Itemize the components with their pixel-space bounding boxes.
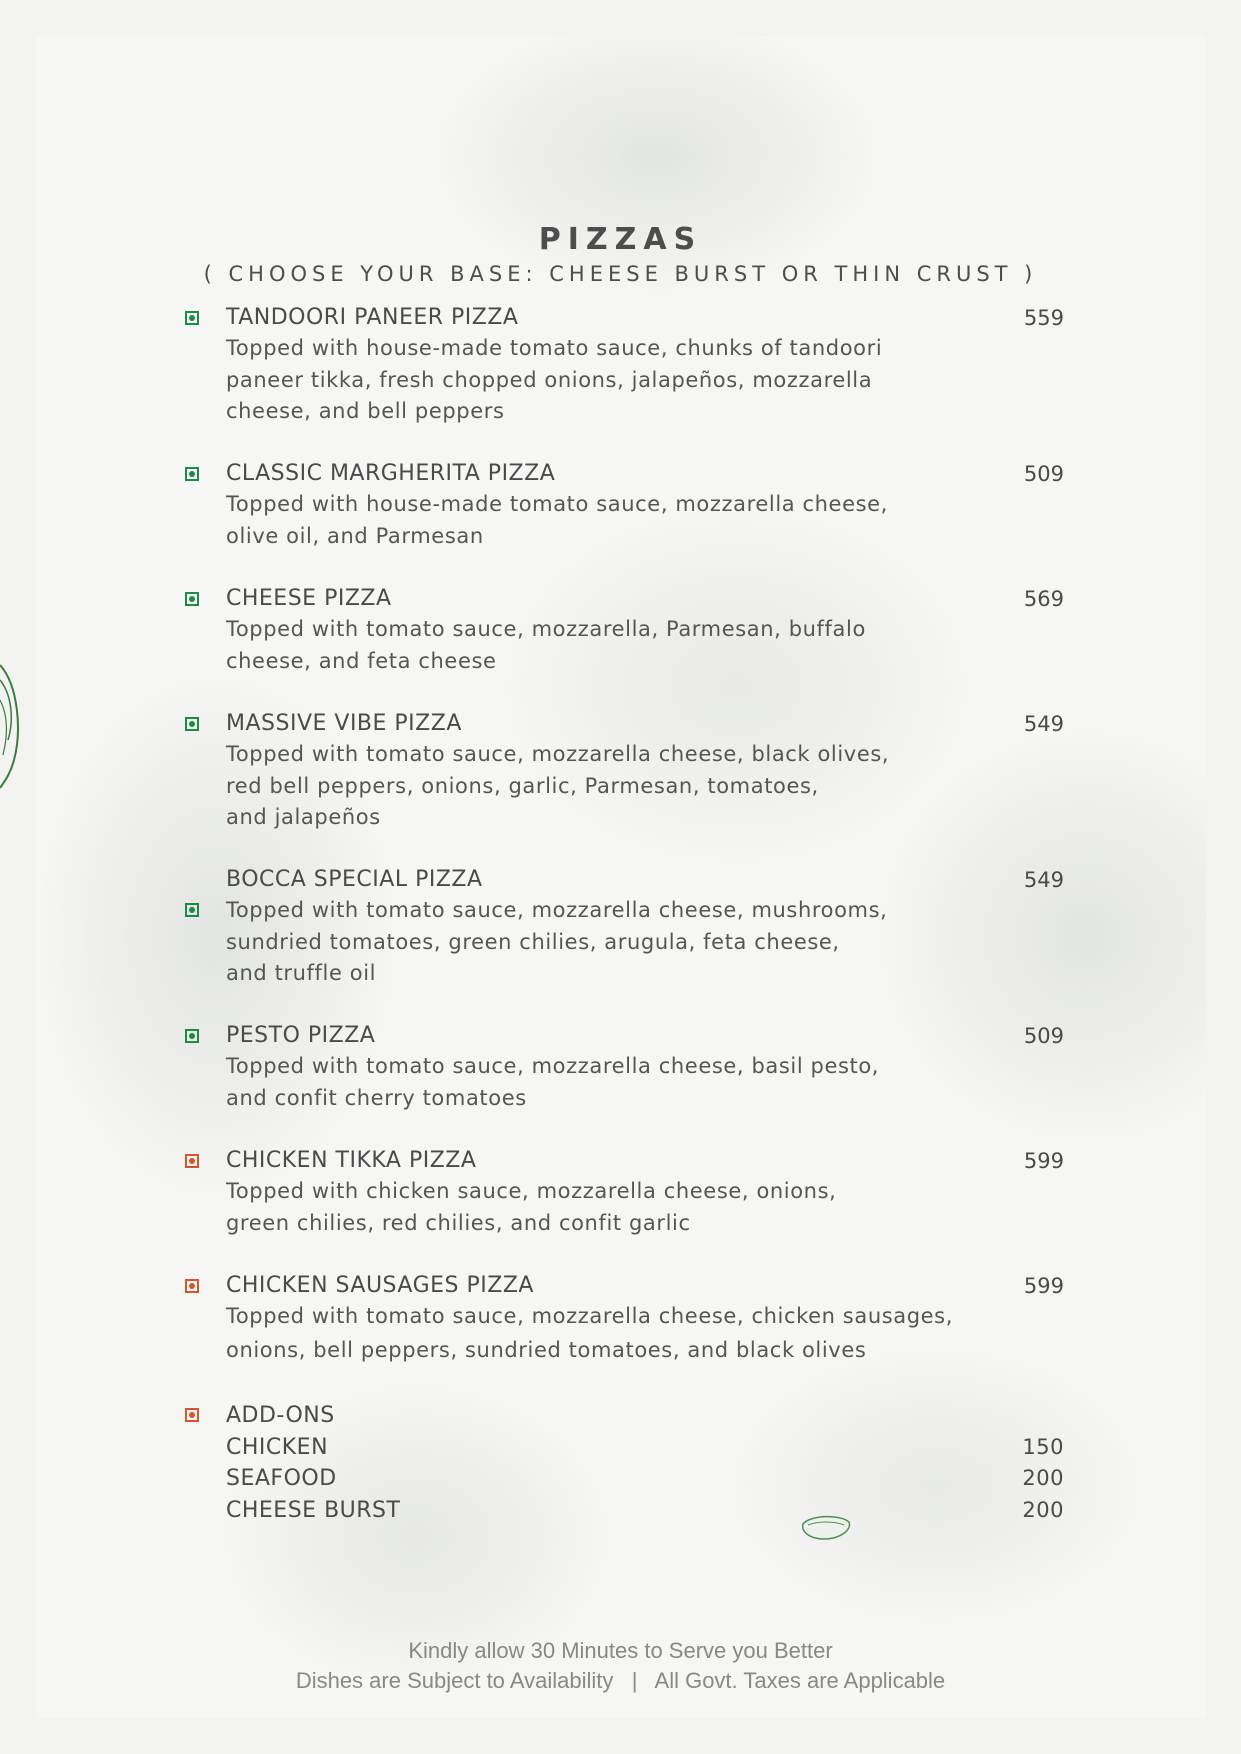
veg-mark-icon [185, 1029, 199, 1043]
addon-name: CHEESE BURST [226, 1497, 401, 1523]
item-price: 549 [1023, 712, 1064, 736]
menu-item [226, 1146, 1064, 1239]
veg-mark-icon [185, 903, 199, 917]
non-veg-mark-icon [185, 1279, 199, 1293]
addon-price: 200 [1022, 1466, 1064, 1490]
item-description: Topped with tomato sauce, mozzarella cheese, chicken sausages, onions, bell peppers, sundried tomatoes, and black olives [226, 1304, 954, 1362]
item-description: Topped with house-made tomato sauce, mozzarella cheese, olive oil, and Parmesan [226, 492, 888, 548]
menu-item [226, 709, 1064, 834]
item-description: Topped with tomato sauce, mozzarella cheese, mushrooms, sundried tomatoes, green chilies, arugula, feta cheese, and truffle oil [226, 898, 888, 985]
veg-mark-icon [185, 717, 199, 731]
menu-item [226, 303, 1064, 428]
menu-item [226, 865, 1064, 990]
non-veg-mark-icon [185, 1408, 199, 1422]
item-description: Topped with chicken sauce, mozzarella cheese, onions, green chilies, red chilies, and confit garlic [226, 1179, 837, 1235]
item-description: Topped with house-made tomato sauce, chunks of tandoori paneer tikka, fresh chopped onions, jalapeños, mozzarella cheese, and bell peppers [226, 336, 883, 423]
addon-name: SEAFOOD [226, 1466, 337, 1491]
item-description: Topped with tomato sauce, mozzarella cheese, black olives, red bell peppers, onions, garlic, Parmesan, tomatoes, and jalapeños [226, 742, 890, 829]
menu-item [226, 1271, 1064, 1366]
stone-decoration-icon [800, 1512, 852, 1542]
item-name: CHEESE PIZZA [226, 586, 392, 611]
item-description: Topped with tomato sauce, mozzarella, Parmesan, buffalo cheese, and feta cheese [226, 617, 866, 673]
item-price: 509 [1023, 462, 1064, 486]
menu-item [226, 459, 1064, 552]
veg-mark-icon [185, 467, 199, 481]
item-price: 599 [1023, 1149, 1064, 1173]
addon-price: 200 [1022, 1497, 1064, 1522]
leaf-decoration-icon [0, 660, 22, 790]
addon-name: CHICKEN [226, 1434, 329, 1460]
item-price: 509 [1023, 1024, 1064, 1048]
item-price: 569 [1023, 587, 1064, 611]
item-name: CHICKEN SAUSAGES PIZZA [226, 1273, 534, 1298]
addon-price: 150 [1022, 1434, 1064, 1459]
item-price: 559 [1023, 306, 1064, 330]
addon-row [226, 1432, 1064, 1464]
item-price: 599 [1023, 1274, 1064, 1298]
addon-row [226, 1463, 1064, 1495]
item-name: CHICKEN TIKKA PIZZA [226, 1148, 477, 1173]
non-veg-mark-icon [185, 1154, 199, 1168]
menu-item [226, 584, 1064, 677]
addons-heading: ADD-ONS [226, 1403, 335, 1428]
veg-mark-icon [185, 592, 199, 606]
menu-subtitle: ( CHOOSE YOUR BASE: CHEESE BURST OR THIN CRUST ) [203, 262, 1038, 286]
item-description: Topped with tomato sauce, mozzarella cheese, basil pesto, and confit cherry tomatoes [226, 1054, 880, 1110]
item-name: TANDOORI PANEER PIZZA [226, 305, 519, 330]
item-name: MASSIVE VIBE PIZZA [226, 711, 462, 736]
item-name: PESTO PIZZA [226, 1023, 376, 1048]
item-price: 549 [1023, 868, 1064, 892]
item-name: CLASSIC MARGHERITA PIZZA [226, 461, 556, 486]
footer-note: Kindly allow 30 Minutes to Serve you Better [408, 1638, 833, 1663]
menu-item [226, 1021, 1064, 1114]
veg-mark-icon [185, 311, 199, 325]
addons-section [226, 1400, 1064, 1526]
item-name: BOCCA SPECIAL PIZZA [226, 867, 483, 892]
addon-row [226, 1495, 1064, 1527]
menu-title: PIZZAS [538, 222, 703, 257]
footer-disclaimer: Dishes are Subject to Availability | All Govt. Taxes are Applicable [295, 1668, 946, 1693]
